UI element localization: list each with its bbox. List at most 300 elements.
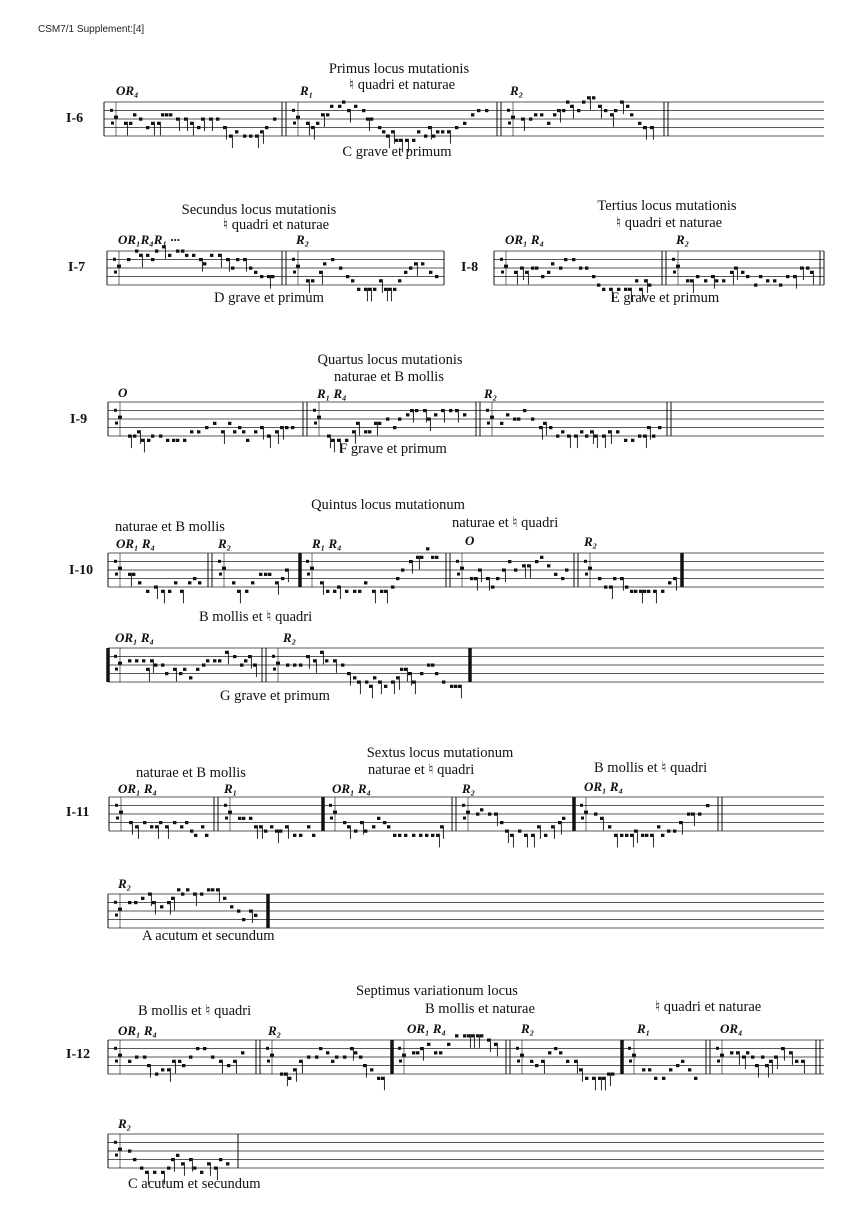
neume	[245, 590, 248, 593]
neume	[251, 581, 254, 584]
neume	[270, 825, 273, 828]
neume	[320, 651, 323, 654]
neume	[192, 254, 195, 257]
clef-mark	[517, 1060, 520, 1063]
siglum: O	[118, 385, 128, 400]
neume	[477, 109, 480, 112]
neume	[544, 834, 547, 837]
neume	[254, 825, 257, 828]
neume	[337, 586, 340, 589]
clef-mark	[114, 1047, 117, 1050]
neume	[541, 1060, 544, 1063]
neume	[553, 113, 556, 116]
neume	[706, 804, 709, 807]
neume	[773, 279, 776, 282]
neume	[249, 910, 252, 913]
siglum: OR₁ R₄	[118, 1023, 158, 1038]
neume	[188, 581, 191, 584]
neume	[730, 271, 733, 274]
neume	[167, 901, 170, 904]
neume	[574, 435, 577, 438]
neume	[554, 1047, 557, 1050]
neume	[441, 409, 444, 412]
neume	[249, 267, 252, 270]
neume	[218, 659, 221, 662]
neume	[673, 577, 676, 580]
neume	[419, 834, 422, 837]
section-caption: F grave et primum	[339, 441, 447, 457]
clef-mark	[628, 1047, 631, 1050]
neume	[200, 1171, 203, 1174]
neume	[311, 126, 314, 129]
clef-mark	[457, 573, 460, 576]
neume	[128, 659, 131, 662]
neume	[372, 825, 375, 828]
section-subtitle: ♮ quadri et naturae	[655, 999, 762, 1015]
neume	[566, 101, 569, 104]
neume	[143, 1056, 146, 1059]
neume	[374, 422, 377, 425]
neume	[602, 435, 605, 438]
neume	[694, 1077, 697, 1080]
siglum: R₂	[521, 1021, 535, 1036]
neume	[182, 1064, 185, 1067]
neume	[391, 586, 394, 589]
neume	[141, 439, 144, 442]
neume	[184, 118, 187, 121]
neume	[135, 1056, 138, 1059]
neume	[293, 664, 296, 667]
neume	[431, 834, 434, 837]
neume	[326, 113, 329, 116]
clef-mark	[508, 122, 511, 125]
neume	[357, 288, 360, 291]
neume	[307, 825, 310, 828]
clef-mark	[114, 1141, 117, 1144]
siglum: R₂	[118, 876, 132, 891]
neume	[602, 1077, 605, 1080]
neume	[626, 105, 629, 108]
neume	[248, 655, 251, 658]
section-caption: C grave et primum	[342, 144, 452, 160]
neume	[143, 821, 146, 824]
neume	[643, 435, 646, 438]
neume	[233, 655, 236, 658]
neume	[641, 834, 644, 837]
neume	[594, 813, 597, 816]
neume	[742, 1056, 745, 1059]
neume	[315, 1056, 318, 1059]
neume	[128, 901, 131, 904]
neume	[412, 681, 415, 684]
neume	[203, 1047, 206, 1050]
neume	[154, 664, 157, 667]
neume	[486, 577, 489, 580]
neume	[242, 817, 245, 820]
neume	[219, 1060, 222, 1063]
neume	[514, 569, 517, 572]
neume	[152, 901, 155, 904]
section-caption: E grave et primum	[610, 290, 720, 306]
neume	[386, 135, 389, 138]
neume	[476, 1034, 479, 1037]
neume	[268, 573, 271, 576]
neume	[347, 109, 350, 112]
neume	[657, 825, 660, 828]
neume	[378, 681, 381, 684]
neume	[396, 577, 399, 580]
clef-mark	[293, 122, 296, 125]
neume	[561, 430, 564, 433]
neume	[299, 1060, 302, 1063]
neume	[228, 422, 231, 425]
neume	[167, 1167, 170, 1170]
neume	[243, 135, 246, 138]
neume	[647, 426, 650, 429]
neume	[442, 681, 445, 684]
neume	[359, 1056, 362, 1059]
neume	[592, 1077, 595, 1080]
neume	[470, 577, 473, 580]
neume	[331, 258, 334, 261]
neume	[548, 1051, 551, 1054]
neume	[383, 821, 386, 824]
neume	[347, 672, 350, 675]
neume	[662, 1077, 665, 1080]
neume	[205, 426, 208, 429]
neume	[382, 130, 385, 133]
neume	[434, 413, 437, 416]
neume	[384, 685, 387, 688]
neume	[352, 430, 355, 433]
neume	[592, 275, 595, 278]
neume	[455, 1034, 458, 1037]
neume	[210, 254, 213, 257]
neume	[687, 813, 690, 816]
neume	[644, 279, 647, 282]
neume	[180, 825, 183, 828]
neume	[354, 105, 357, 108]
neume	[165, 825, 168, 828]
neume	[645, 834, 648, 837]
neume	[273, 118, 276, 121]
neume	[186, 888, 189, 891]
neume	[211, 888, 214, 891]
neume	[167, 1068, 170, 1071]
neume	[384, 590, 387, 593]
neume	[176, 118, 179, 121]
clef-mark	[116, 817, 119, 820]
section-caption: C acutum et secundum	[128, 1176, 261, 1192]
neume	[364, 830, 367, 833]
neume	[531, 418, 534, 421]
neume	[179, 672, 182, 675]
neume	[432, 135, 435, 138]
neume	[653, 590, 656, 593]
neume	[458, 685, 461, 688]
section-title: Sextus locus mutationum	[366, 745, 514, 761]
neume	[541, 275, 544, 278]
neume	[254, 914, 257, 917]
neume	[357, 681, 360, 684]
neume	[690, 279, 693, 282]
neume	[401, 569, 404, 572]
siglum: R₁ R₄	[312, 536, 342, 551]
neume	[447, 130, 450, 133]
neume	[761, 1056, 764, 1059]
clef-mark	[330, 817, 333, 820]
section-title: Primus locus mutationis	[328, 61, 470, 77]
neume	[547, 564, 550, 567]
section-caption: A acutum et secundum	[142, 928, 275, 944]
neume	[291, 426, 294, 429]
neume	[600, 817, 603, 820]
neume	[611, 1073, 614, 1076]
neume	[183, 668, 186, 671]
example-label: I-6	[66, 111, 84, 126]
neume	[414, 262, 417, 265]
neume	[185, 821, 188, 824]
neume	[243, 258, 246, 261]
neume	[579, 1068, 582, 1071]
neume	[395, 139, 398, 142]
neume	[510, 834, 513, 837]
clef-mark	[672, 258, 675, 261]
neume	[299, 834, 302, 837]
neume	[233, 1060, 236, 1063]
neume	[280, 1073, 283, 1076]
neume	[428, 126, 431, 129]
neume	[406, 413, 409, 416]
clef-mark	[717, 1060, 720, 1063]
neume	[207, 888, 210, 891]
neume	[415, 409, 418, 412]
neume	[140, 1167, 143, 1170]
neume	[358, 590, 361, 593]
neume	[177, 888, 180, 891]
neume	[240, 664, 243, 667]
neume	[435, 275, 438, 278]
neume	[230, 905, 233, 908]
neume	[213, 422, 216, 425]
neume	[530, 1060, 533, 1063]
neume	[183, 439, 186, 442]
neume	[345, 590, 348, 593]
neume	[643, 126, 646, 129]
neume	[543, 422, 546, 425]
neume	[181, 250, 184, 253]
neume	[523, 409, 526, 412]
neume	[161, 113, 164, 116]
neume	[225, 651, 228, 654]
neume	[284, 1073, 287, 1076]
neume	[691, 813, 694, 816]
neume	[425, 834, 428, 837]
clef-mark	[329, 804, 332, 807]
neume	[378, 126, 381, 129]
neume	[661, 834, 664, 837]
neume	[608, 430, 611, 433]
siglum: R₁	[300, 83, 314, 98]
neume	[631, 439, 634, 442]
neume	[391, 130, 394, 133]
neume	[341, 664, 344, 667]
siglum: R₂	[484, 386, 498, 401]
section-caption: G grave et primum	[220, 688, 330, 704]
neume	[127, 258, 130, 261]
neume	[306, 655, 309, 658]
neume	[524, 834, 527, 837]
neume	[161, 1068, 164, 1071]
neume	[746, 1051, 749, 1054]
neume	[193, 893, 196, 896]
clef-mark	[114, 655, 117, 658]
neume	[219, 1158, 222, 1161]
neume	[786, 275, 789, 278]
neume	[620, 834, 623, 837]
neume	[293, 1068, 296, 1071]
neume	[494, 813, 497, 816]
neume	[602, 288, 605, 291]
neume	[535, 267, 538, 270]
neume	[233, 430, 236, 433]
clef-mark	[110, 109, 113, 112]
neume	[255, 135, 258, 138]
clef-mark	[113, 258, 116, 261]
neume	[431, 556, 434, 559]
neume	[333, 659, 336, 662]
neume	[384, 288, 387, 291]
neume	[755, 1064, 758, 1067]
clef-mark	[292, 258, 295, 261]
neume	[500, 422, 503, 425]
section-subtitle: naturae et B mollis	[115, 519, 225, 535]
neume	[153, 1171, 156, 1174]
neume	[146, 668, 149, 671]
neume	[168, 254, 171, 257]
neume	[404, 668, 407, 671]
neume	[214, 1167, 217, 1170]
neume	[435, 556, 438, 559]
neume	[129, 821, 132, 824]
neume	[354, 1051, 357, 1054]
neume	[537, 825, 540, 828]
neume	[676, 1064, 679, 1067]
neume	[534, 113, 537, 116]
neume	[275, 830, 278, 833]
neume	[369, 685, 372, 688]
neume	[463, 1034, 466, 1037]
neume	[135, 250, 138, 253]
neume	[197, 126, 200, 129]
siglum: R₂	[676, 232, 690, 247]
section-title: Septimus variationum locus	[356, 983, 518, 999]
neume	[722, 279, 725, 282]
neume	[338, 105, 341, 108]
neume	[388, 288, 391, 291]
neume	[746, 275, 749, 278]
clef-mark	[266, 1047, 269, 1050]
neume	[736, 1051, 739, 1054]
neume	[696, 275, 699, 278]
neume	[607, 1073, 610, 1076]
siglum: R₁	[224, 781, 238, 796]
neume	[331, 1060, 334, 1063]
neume	[620, 577, 623, 580]
neume	[474, 577, 477, 580]
neume	[264, 830, 267, 833]
neume	[128, 1060, 131, 1063]
neume	[311, 279, 314, 282]
neume	[213, 659, 216, 662]
neume	[138, 581, 141, 584]
neume	[416, 556, 419, 559]
example-label: I-9	[70, 412, 88, 427]
example-label: I-7	[68, 260, 86, 275]
neume	[587, 96, 590, 99]
neume	[260, 130, 263, 133]
siglum: OR₁R₄R₁ ···	[118, 232, 180, 247]
neume	[339, 267, 342, 270]
siglum: R₂	[283, 630, 297, 645]
neume	[218, 254, 221, 257]
siglum: R₂	[268, 1023, 282, 1038]
clef-mark	[313, 409, 316, 412]
neume	[242, 430, 245, 433]
neume	[648, 1068, 651, 1071]
neume	[141, 897, 144, 900]
clef-mark	[114, 901, 117, 904]
neume	[343, 1056, 346, 1059]
neume	[201, 118, 204, 121]
neume	[199, 258, 202, 261]
neume	[260, 426, 263, 429]
neume	[377, 817, 380, 820]
neume	[564, 258, 567, 261]
neume	[463, 413, 466, 416]
neume	[476, 813, 479, 816]
neume	[427, 1043, 430, 1046]
neume	[604, 586, 607, 589]
neume	[412, 834, 415, 837]
neume	[650, 126, 653, 129]
neume	[189, 1056, 192, 1059]
clef-mark	[111, 122, 114, 125]
neume	[592, 96, 595, 99]
neume	[766, 279, 769, 282]
neume	[609, 586, 612, 589]
neume	[198, 581, 201, 584]
clef-mark	[398, 1047, 401, 1050]
neume	[326, 590, 329, 593]
neume	[679, 821, 682, 824]
neume	[795, 1060, 798, 1063]
neume	[435, 672, 438, 675]
section-subtitle: ♮ quadri et naturae	[222, 217, 330, 233]
neume	[275, 430, 278, 433]
clef-mark	[273, 668, 276, 671]
clef-mark	[584, 560, 587, 563]
neume	[193, 577, 196, 580]
section-subtitle: naturae et B mollis	[136, 765, 246, 781]
neume	[598, 1077, 601, 1080]
clef-mark	[114, 560, 117, 563]
neume	[574, 1060, 577, 1063]
neume	[386, 418, 389, 421]
neume	[634, 830, 637, 833]
neume	[400, 668, 403, 671]
neume	[249, 135, 252, 138]
